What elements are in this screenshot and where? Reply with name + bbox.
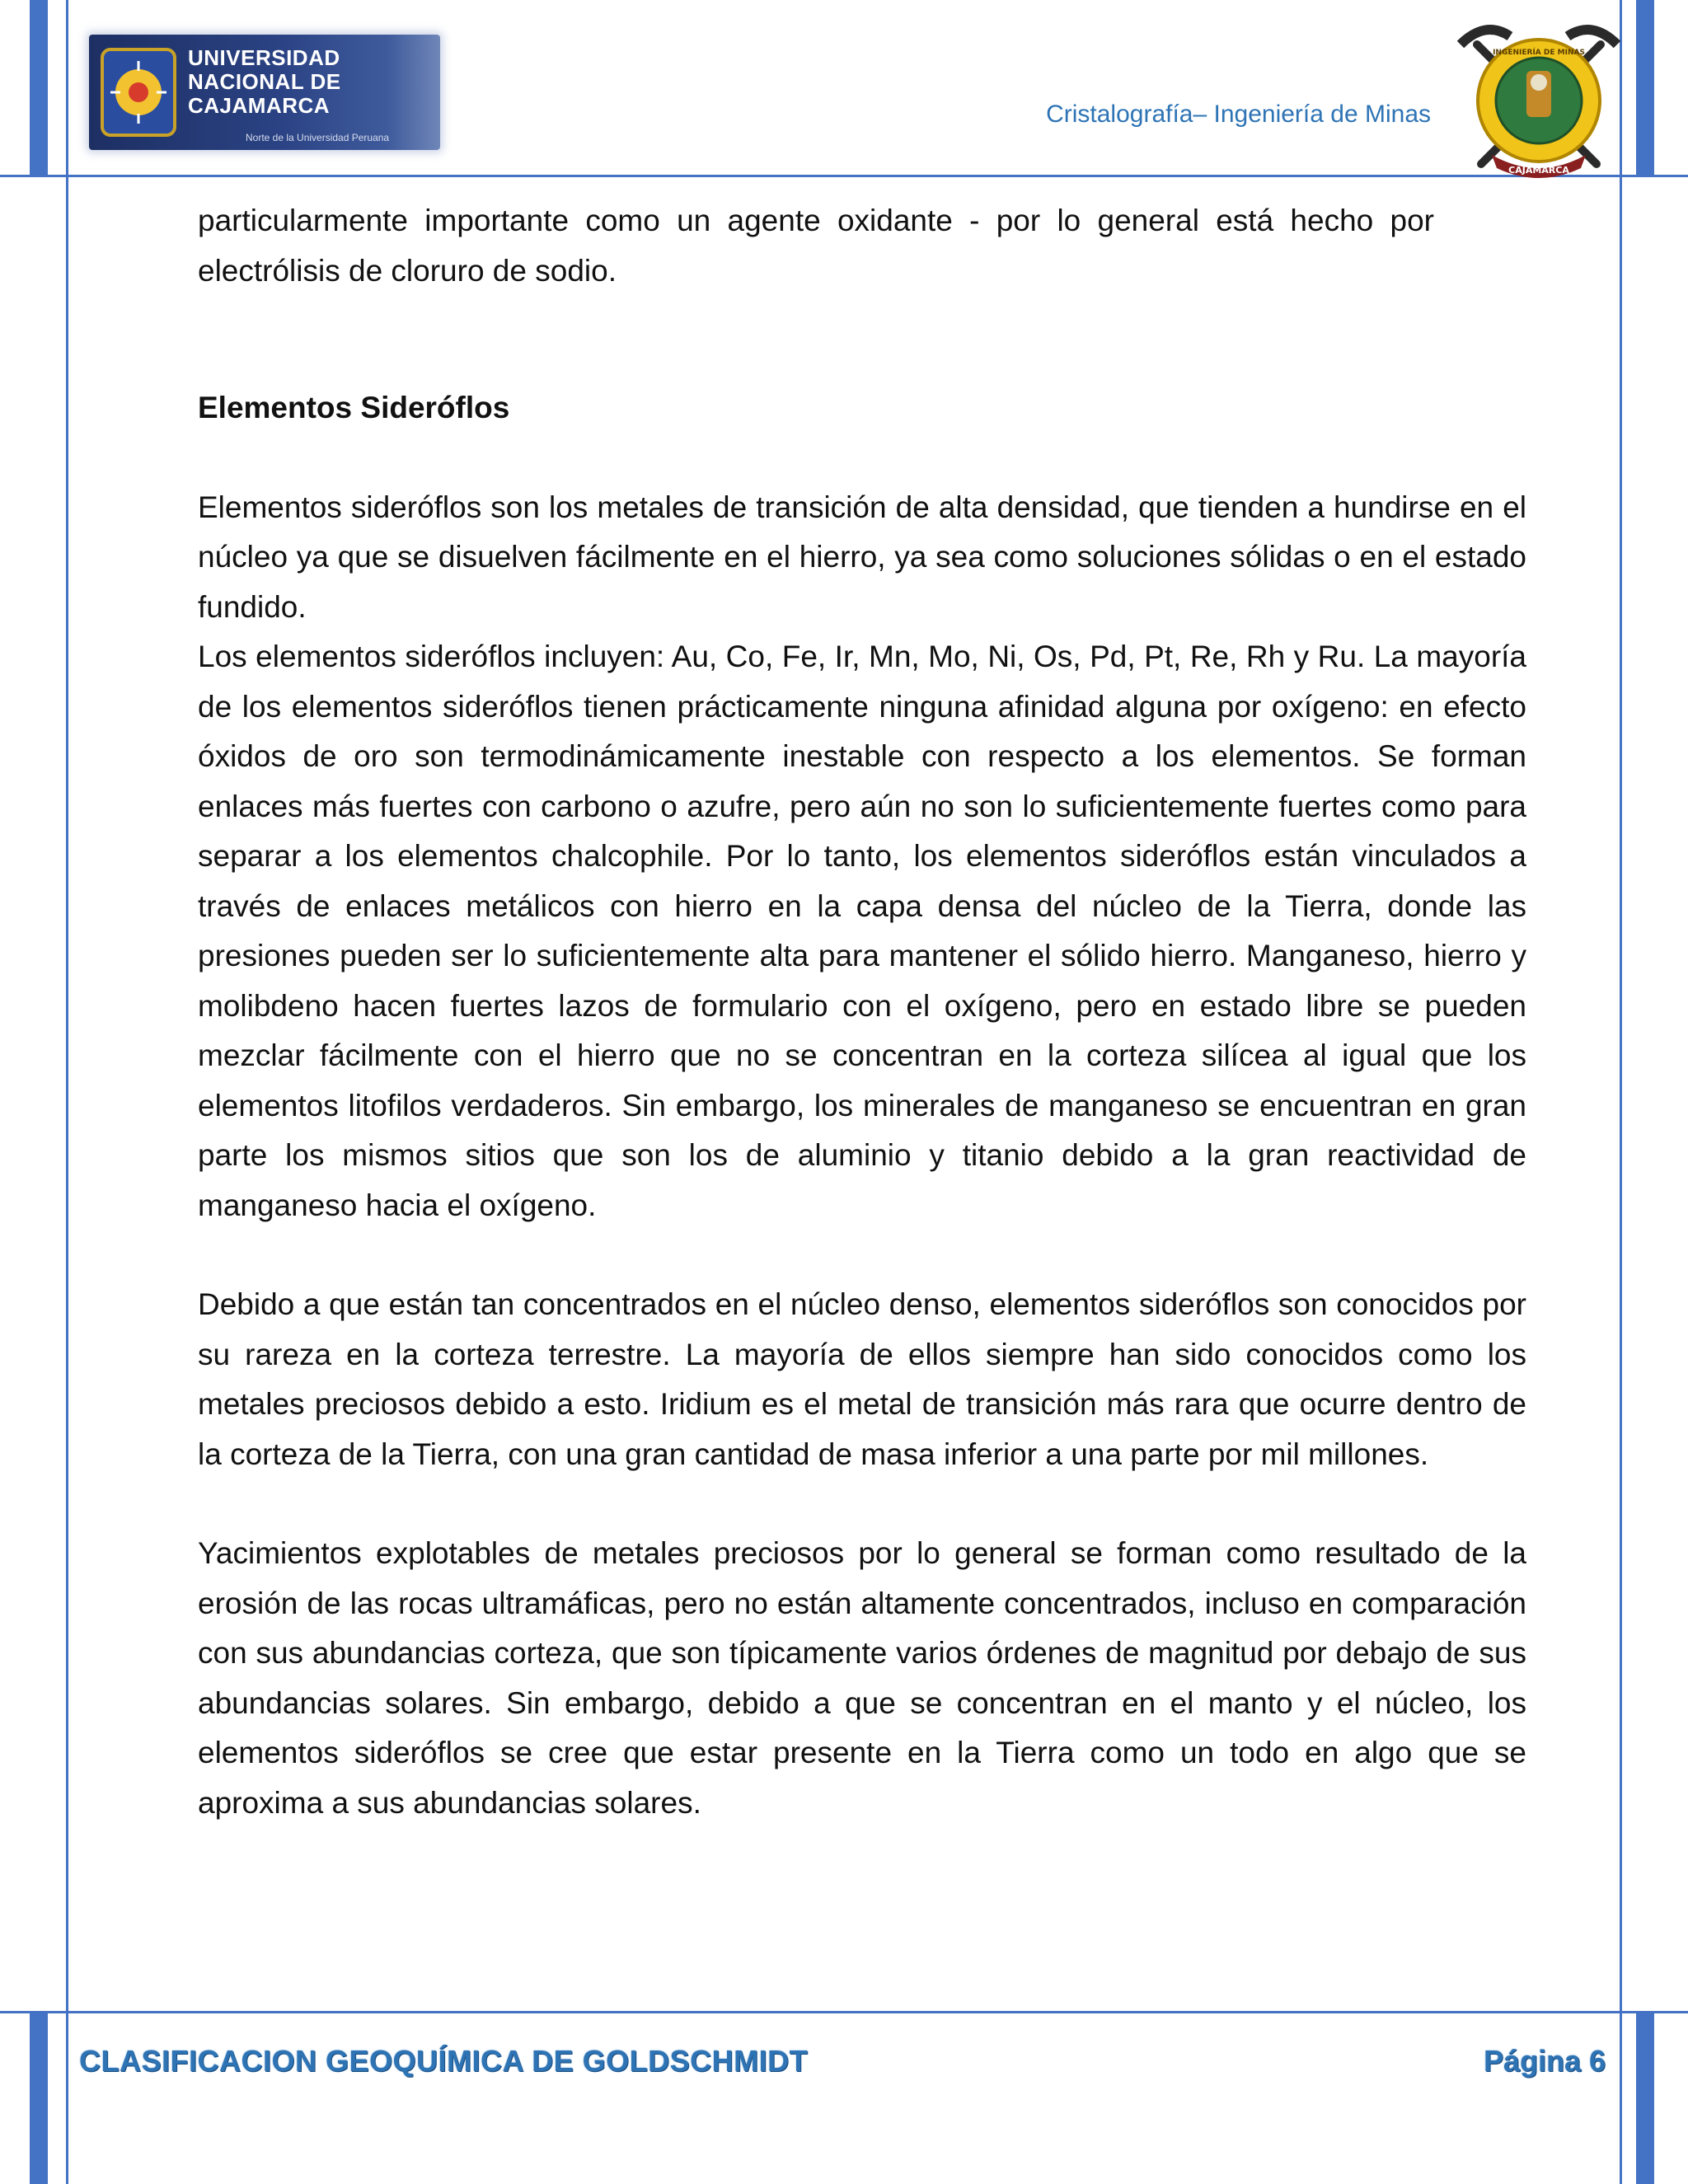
frame-bar-left-bottom [30, 2013, 48, 2184]
university-emblem-icon [99, 46, 178, 138]
paragraph-intro: particularmente importante como un agente oxidante - por lo general está hecho por electrólisis de cloruro de sodio. [198, 204, 1434, 288]
footer-document-title: CLASIFICACION GEOQUÍMICA DE GOLDSCHMIDT [79, 2044, 809, 2078]
paragraph-2: Los elementos sideróflos incluyen: Au, Co, Fe, Ir, Mn, Mo, Ni, Os, Pd, Pt, Re, Rh y Ru. La mayoría de los elementos sideróflos tienen prácticamente ninguna afinidad alguna por oxígeno: en efecto óxidos de oro son termodinámicamente inestable con respecto a los elementos. Se forman enlaces más fuertes con carbono o azufre, pero aún no son lo suficientemente fuertes como para separar a los elementos chalcophile. Por lo tanto, los elementos sideróflos están vinculados a través de enlaces metálicos con hierro en la capa densa del núcleo de la Tierra, donde las presiones pueden ser lo suficientemente alta para mantener el sólido hierro. Manganeso, hierro y molibdeno hacen fuertes lazos de formulario con el oxígeno, pero en estado libre se pueden mezclar fácilmente con el hierro que no se concentran en la corteza silícea al igual que los elementos litofilos verdaderos. Sin embargo, los minerales de manganeso se encuentran en gran parte los mismos sitios que son los de aluminio y titanio debido a la gran reactividad de manganeso hacia el oxígeno. [198, 640, 1526, 1222]
frame-line-right [1620, 0, 1622, 2184]
mining-engineering-logo-icon [1452, 12, 1625, 185]
section-heading: Elementos Sideróflos [198, 391, 510, 424]
paragraph-4: Yacimientos explotables de metales preciosos por lo general se forman como resultado de la erosión de las rocas ultramáficas, pero no están altamente concentrados, incluso en comparación con sus abundancias corteza, que son típicamente varios órdenes de magnitud por debajo de sus abundancias solares. Sin embargo, debido a que se concentran en el manto y el núcleo, los elementos sideróflos se cree que estar presente en la Tierra como un todo en algo que se aproxima a sus abundancias solares. [198, 1536, 1526, 1820]
document-body [198, 196, 1526, 1828]
university-name-line-1: UNIVERSIDAD [188, 45, 340, 70]
frame-bar-right-bottom [1636, 2013, 1654, 2184]
spacer [198, 1479, 1526, 1529]
university-tagline: Norte de la Universidad Peruana [246, 132, 390, 143]
spacer [198, 296, 1526, 383]
spacer [198, 1230, 1526, 1280]
paragraph-3: Debido a que están tan concentrados en el núcleo denso, elementos sideróflos son conocidos por su rareza en la corteza terrestre. La mayoría de ellos siempre han sido conocidos como los metales preciosos debido a esto. Iridium es el metal de transición más rara que ocurre dentro de la corteza de la Tierra, con una gran cantidad de masa inferior a una parte por mil millones. [198, 1287, 1526, 1471]
mining-logo-label: INGENIERÍA DE MINAS [1493, 49, 1585, 57]
university-logo [89, 35, 440, 150]
page-header-title: Cristalografía– Ingeniería de Minas [1046, 101, 1431, 128]
paragraph-1: Elementos sideróflos son los metales de transición de alta densidad, que tienden a hundirse en el núcleo ya que se disuelven fácilmente en el hierro, ya sea como soluciones sólidas o en el estado fundido. [198, 490, 1526, 624]
header-rule [0, 175, 1688, 177]
spacer [198, 434, 1526, 483]
frame-bar-left-top [30, 0, 48, 177]
frame-line-left [66, 0, 68, 2184]
footer-page-number: Página 6 [1483, 2044, 1606, 2078]
university-name [188, 46, 341, 118]
frame-bar-right-top [1636, 0, 1654, 177]
mining-logo-city: CAJAMARCA [1508, 165, 1569, 176]
university-name-line-3: CAJAMARCA [188, 93, 331, 118]
footer-rule [0, 2011, 1688, 2013]
university-name-line-2: NACIONAL DE [188, 69, 341, 94]
